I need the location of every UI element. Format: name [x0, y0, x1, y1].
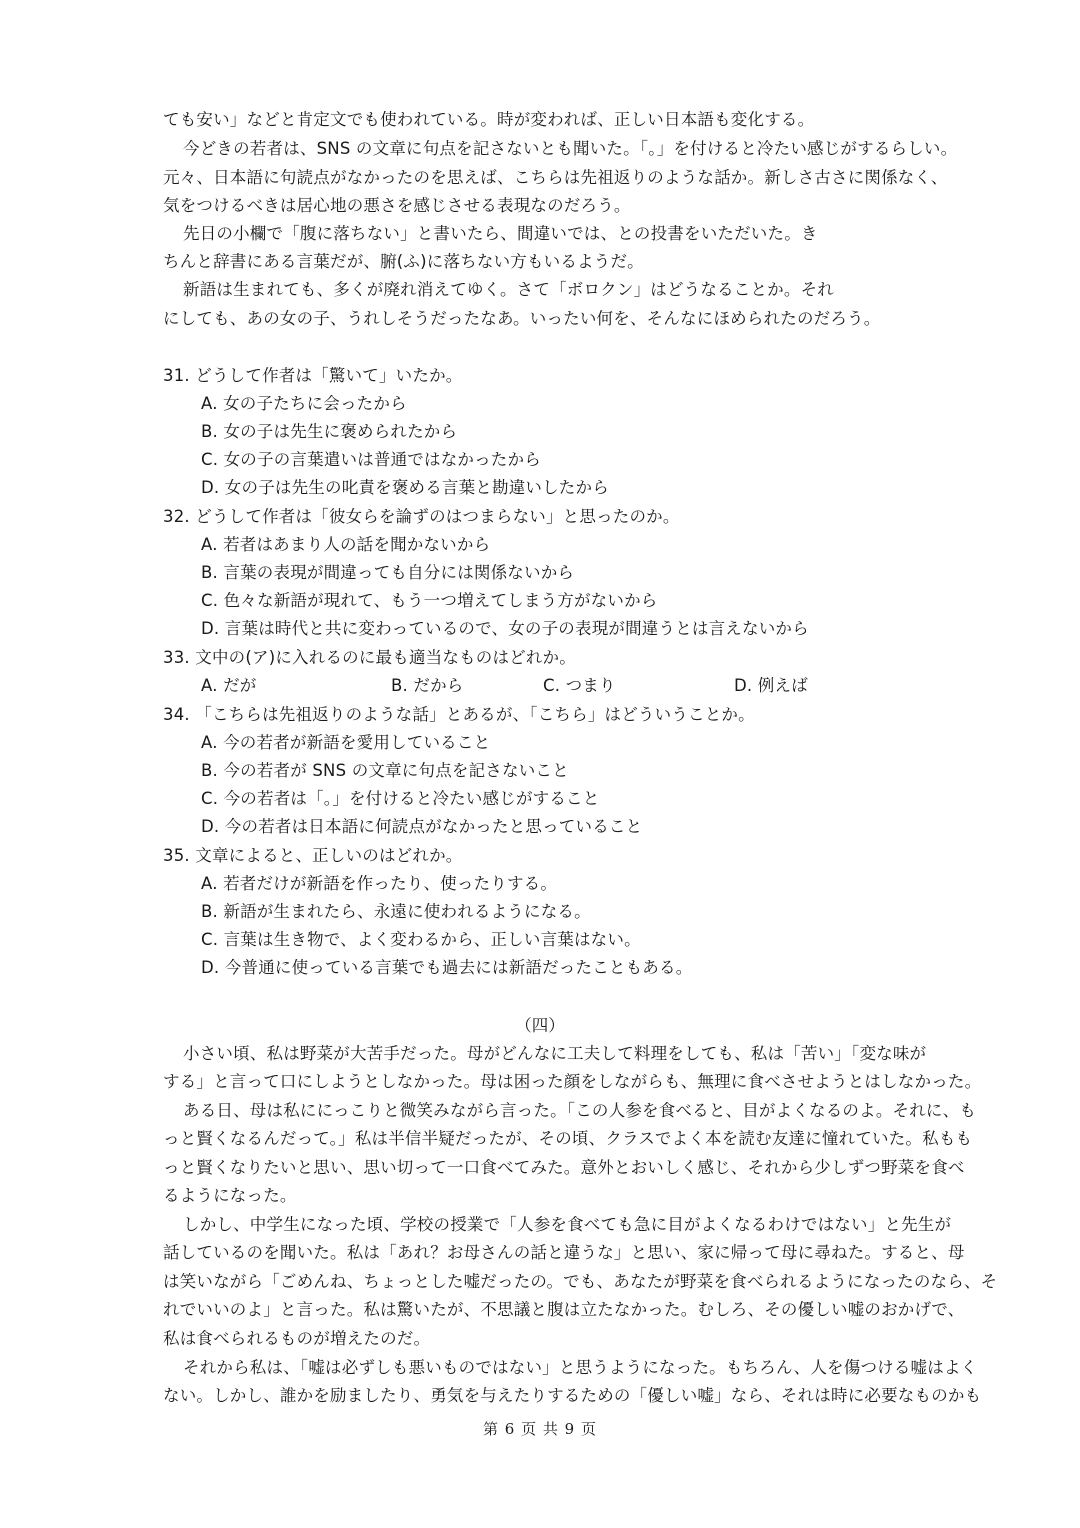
passage-line: 先日の小欄で「腹に落ちない」と書いたら、間違いでは、との投書をいただいた。き — [183, 224, 818, 243]
section-title: （四） — [515, 1016, 565, 1035]
answer-option: C. 今の若者は「。」を付けると冷たい感じがすること — [201, 789, 600, 808]
page-number: 第 6 页 共 9 页 — [483, 1420, 597, 1438]
passage-line: るようになった。 — [163, 1186, 297, 1205]
answer-option: A. だが — [201, 676, 257, 695]
passage-line: にしても、あの女の子、うれしそうだったなあ。いったい何を、そんなにほめられたのだろう。 — [163, 309, 881, 328]
passage-line: ない。しかし、誰かを励ましたり、勇気を与えたりするための「優しい嘘」なら、それは時に必要なものかも — [163, 1386, 982, 1405]
answer-option: A. 若者だけが新語を作ったり、使ったりする。 — [201, 874, 558, 893]
answer-option: D. 今の若者は日本語に何読点がなかったと思っていること — [201, 817, 643, 836]
answer-option: C. つまり — [543, 676, 616, 695]
passage-line: 元々、日本語に句読点がなかったのを思えば、こちらは先祖返りのような話か。新しさ古さに関係なく、 — [163, 168, 948, 187]
answer-option: A. 今の若者が新語を愛用していること — [201, 733, 491, 752]
answer-option: B. だから — [391, 676, 464, 695]
passage-line: は笑いながら「ごめんね、ちょっとした嘘だったの。でも、あなたが野菜を食べられるようになったのなら、そ — [163, 1272, 998, 1291]
passage-line: する」と言って口にしようとしなかった。母は困った顔をしながらも、無理に食べさせようとはしなかった。 — [163, 1072, 982, 1091]
passage-line: れでいいのよ」と言った。私は驚いたが、不思議と腹は立たなかった。むしろ、その優しい嘘のおかげで、 — [163, 1300, 965, 1319]
passage-line: 私は食べられるものが増えたのだ。 — [163, 1329, 431, 1348]
question-stem: 32. どうして作者は「彼女らを論ずのはつまらない」と思ったのか。 — [163, 507, 680, 526]
answer-option: C. 女の子の言葉遣いは普通ではなかったから — [201, 450, 541, 469]
passage-line: っと賢くなるんだって。」私は半信半疑だったが、その頃、クラスでよく本を読む友達に憧れていた。私もも — [163, 1129, 973, 1148]
answer-option: B. 今の若者が SNS の文章に句点を記さないこと — [201, 761, 569, 780]
passage-line: それから私は、「嘘は必ずしも悪いものではない」と思うようになった。もちろん、人を傷つける嘘はよく — [183, 1358, 978, 1377]
answer-option: C. 言葉は生き物で、よく変わるから、正しい言葉はない。 — [201, 930, 641, 949]
question-stem: 35. 文章によると、正しいのはどれか。 — [163, 846, 463, 865]
question-stem: 34. 「こちらは先祖返りのような話」とあるが、「こちら」はどういうことか。 — [163, 705, 755, 724]
passage-line: 今どきの若者は、SNS の文章に句点を記さないとも聞いた。「。」を付けると冷たい感じがするらしい。 — [183, 139, 958, 158]
passage-line: 小さい頃、私は野菜が大苦手だった。母がどんなに工夫して料理をしても、私は「苦い」「変な味が — [183, 1044, 927, 1063]
answer-option: A. 女の子たちに会ったから — [201, 394, 407, 413]
passage-line: 気をつけるべきは居心地の悪さを感じさせる表現なのだろう。 — [163, 196, 631, 215]
answer-option: C. 色々な新語が現れて、もう一つ増えてしまう方がないから — [201, 591, 658, 610]
answer-option: D. 女の子は先生の叱責を褒める言葉と勘違いしたから — [201, 478, 609, 497]
answer-option: B. 言葉の表現が間違っても自分には関係ないから — [201, 563, 575, 582]
passage-line: 新語は生まれても、多くが廃れ消えてゆく。さて「ボロクン」はどうなることか。それ — [183, 280, 834, 299]
answer-option: B. 新語が生まれたら、永遠に使われるようになる。 — [201, 902, 591, 921]
passage-line: しかし、中学生になった頃、学校の授業で「人参を食べても急に目がよくなるわけではない」と先生が — [183, 1215, 952, 1234]
answer-option: D. 言葉は時代と共に変わっているので、女の子の表現が間違うとは言えないから — [201, 619, 809, 638]
answer-option: A. 若者はあまり人の話を聞かないから — [201, 535, 491, 554]
passage-line: ても安い」などと肯定文でも使われている。時が変われば、正しい日本語も変化する。 — [163, 110, 815, 129]
answer-option: D. 今普通に使っている言葉でも過去には新語だったこともある。 — [201, 958, 693, 977]
answer-option: D. 例えば — [734, 676, 808, 695]
question-stem: 33. 文中の(ア)に入れるのに最も適当なものはどれか。 — [163, 648, 576, 667]
passage-line: っと賢くなりたいと思い、思い切って一口食べてみた。意外とおいしく感じ、それから少しずつ野菜を食べ — [163, 1158, 965, 1177]
passage-line: 話しているのを聞いた。私は「あれ？お母さんの話と違うな」と思い、家に帰って母に尋ねた。すると、母 — [163, 1243, 965, 1262]
answer-option: B. 女の子は先生に褒められたから — [201, 422, 458, 441]
passage-line: ある日、母は私ににっこりと微笑みながら言った。「この人参を食べると、目がよくなるのよ。それに、も — [183, 1101, 977, 1120]
passage-line: ちんと辞書にある言葉だが、腑(ふ)に落ちない方もいるようだ。 — [163, 252, 644, 271]
question-stem: 31. どうして作者は「驚いて」いたか。 — [163, 366, 463, 385]
